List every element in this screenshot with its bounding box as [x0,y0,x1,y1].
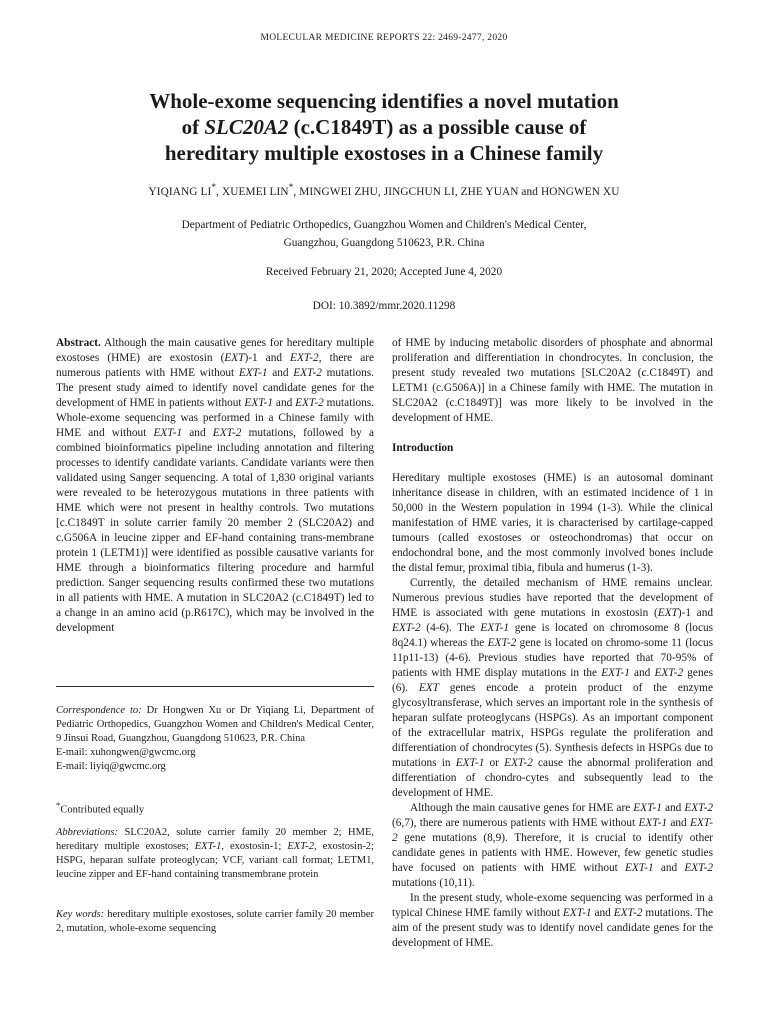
affiliation-line-2: Guangzhou, Guangdong 510623, P.R. China [283,236,485,249]
abbreviations-footnote: Abbreviations: SLC20A2, solute carrier family 20 member 2; HME, hereditary multiple exostoses; EXT-1, exostosin-1; EXT-2, exostosin-2; HSPG, heparan sulfate proteoglycan; VCF, variant call format; LETM1, leucine zipper and EF-hand containing transmembrane protein [56,827,374,880]
footnote-divider [56,686,374,687]
title-gene-name: SLC20A2 [204,115,289,139]
author: ZHE YUAN and [460,185,541,198]
affiliation [0,217,768,252]
author: XUEMEI LIN*, [222,183,300,198]
intro-paragraph-2: Currently, the detailed mechanism of HME remains unclear. Numerous previous studies have reported that the development of HME is associated with gene mutations in exostosin (EXT)-1 and EXT-2 (4-6). The EXT-1 gene is located on chromosome 8 (locus 8q24.1) whereas the EXT-2 gene is located on chromo-some 11 (locus 11p11-13) (4-6). Previous studies have reported that 70-95% of patients with HME display mutations in the EXT-1 and EXT-2 genes (6). EXT genes encode a protein product of the enzyme glycosyltransferase, which serves an important role in the synthesis of heparan sulfate proteoglycans (HSPGs). As an important component of the extracellular matrix, HSPGs regulate the proliferation and differentiation of chondrocytes (5). Synthesis defects in HSPGs due to mutations in EXT-1 or EXT-2 cause the abnormal proliferation and differentiation of chondro-cytes and subsequently lead to the development of HME. [392,577,714,799]
abbreviations-label: Abbreviations: [56,827,119,838]
intro-paragraph-4: In the present study, whole-exome sequencing was performed in a typical Chinese HME family without EXT-1 and EXT-2 mutations. The aim of the present study was to identify novel candidate genes for the development of HME. [392,892,713,949]
correspondence-label: Correspondence to: [56,705,142,716]
received-accepted-dates: Received February 21, 2020; Accepted June 4, 2020 [265,266,503,278]
title-line-2: of SLC20A2 (c.C1849T) as a possible cause of [181,115,587,139]
email-xuhongwen[interactable]: E-mail: xuhongwen@gwcmc.org [56,747,196,758]
intro-paragraph-1: Hereditary multiple exostoses (HME) is an autosomal dominant inheritance disease in children, with an estimated incidence of 1 in 50,000 in the Western population in 1994 (1-3). While the clinical manifestation of HME varies, it is characterised by cartilage-capped tumours (called exostoses or osteochondromas) that occur on endochondral bone, and the most commonly involved bones include the distal femur, proximal tibia, fibula and humerus (1-3). [392,472,713,574]
right-column [392,336,713,951]
abstract-column [56,336,374,636]
doi[interactable]: DOI: 10.3892/mmr.2020.11298 [312,300,456,312]
journal-header: MOLECULAR MEDICINE REPORTS 22: 2469-2477, 2020 [260,33,508,43]
email-liyiq[interactable]: E-mail: liyiq@gwcmc.org [56,761,166,772]
affiliation-line-1: Department of Pediatric Orthopedics, Guangzhou Women and Children's Medical Center, [181,219,587,231]
keywords-footnote: Key words: hereditary multiple exostoses, solute carrier family 20 member 2, mutation, whole-exome sequencing [56,909,374,934]
correspondence-footnote: Correspondence to: Dr Hongwen Xu or Dr Yiqiang Li, Department of Pediatric Orthopedics, Guangzhou Women and Children's Medical Center, 9 Jinsui Road, Guangzhou, Guangdong 510623, P.R. China E-mail: xuhongwen@gwcmc.org E-mail: liyiq@gwcmc.org [56,705,374,772]
author: JINGCHUN LI, [383,185,461,198]
abstract-text: Abstract. Although the main causative genes for hereditary multiple exostoses (HME) are exostosin (EXT)-1 and EXT-2, there are numerous patients with HME without EXT-1 and EXT-2 mutations. The present study aimed to identify novel candidate genes for the development of HME in patients without EXT-1 and EXT-2 mutations. Whole-exome sequencing was performed in a Chinese family with HME and without EXT-1 and EXT-2 mutations, followed by a combined bioinformatics pipeline including annotation and filtering processes to identify candidate variants. Candidate variants were then validated using Sanger sequencing. A total of 1,830 original variants were revealed to be heterozygous mutations in three patients with HME which were not present in healthy controls. Two mutations [c.C1849T in solute carrier family 20 member 2 (SLC20A2) and c.G506A in leucine zipper and EF-hand containing trans-membrane protein 1 (LETM1)] were identified as possible causative variants for HME through a bioinformatics filtering procedure and harmful prediction. Sanger sequencing results confirmed these two mutations in all patients with HME. A mutation in SLC20A2 (c.C1849T) led to a change in an amino acid (p.R617C), which may be involved in the development [56,337,374,634]
title-line-3: hereditary multiple exostoses in a Chinese family [164,141,604,165]
author: MINGWEI ZHU, [299,185,384,198]
introduction-heading: Introduction [392,442,454,454]
keywords-label: Key words: [56,909,105,920]
author-list [0,183,768,198]
contributed-equally-note: *Contributed equally [56,800,145,816]
author: YIQIANG LI*, [148,183,223,198]
intro-paragraph-3: Although the main causative genes for HME are EXT-1 and EXT-2 (6,7), there are numerous patients with HME without EXT-1 and EXT-2 gene mutations (8,9). Therefore, it is crucial to identify other candidate genes in patients with HME. However, few genetic studies have focused on patients with HME without EXT-1 and EXT-2 mutations (10,11). [392,802,713,889]
author: HONGWEN XU [540,185,620,198]
abstract-continuation: of HME by inducing metabolic disorders of phosphate and abnormal proliferation and differentiation in chondrocytes. In conclusion, the present study revealed two mutations [SLC20A2 (c.C1849T) and LETM1 (c.G506A)] in a Chinese family with HME. The mutation in SLC20A2 (c.C1849T)] was more likely to be involved in the development of HME. [392,337,713,424]
abstract-label: Abstract. [56,337,101,349]
article-title [60,88,708,166]
title-line-1: Whole-exome sequencing identifies a novel mutation [149,89,619,113]
